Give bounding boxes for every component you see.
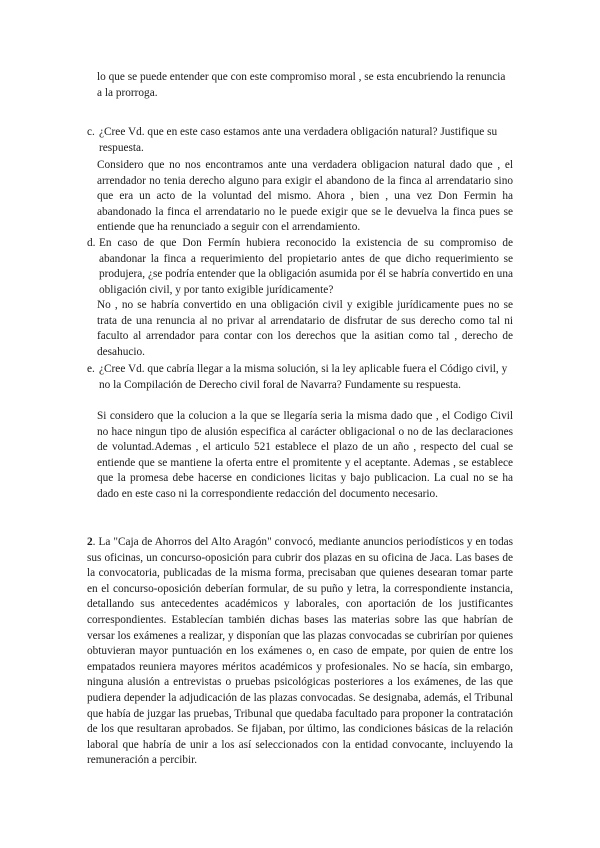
continuation-paragraph: lo que se puede entender que con este compromiso moral , se esta encubriendo la renuncia a la prorroga. [97,71,506,99]
case-2-paragraph [87,535,513,769]
question-d-text: En caso de que Don Fermín hubiera reconocido la existencia de su compromiso de abandonar la finca a requerimiento del propietario antes de que dicho requerimiento se produjera, ¿se podría entender que la obligación asumida por él se habría convertido en una obligación civil, y por tanto exigible jurídicamente? [99,237,513,296]
case-2-text: . La "Caja de Ahorros del Alto Aragón" convocó, mediante anuncios periodísticos y en todas sus oficinas, un concurso-oposición para cubrir dos plazas en su oficina de Jaca. Las bases de la convocatoria, publicadas de la misma forma, precisaban que quienes desearan tomar parte en el concurso-oposición deberían formular, de su puño y letra, la correspondiente instancia, detallando sus antecedentes académicos y laborales, con aportación de los justificantes correspondientes. Establecían también dichas bases las materias sobre las que habrían de versar los exámenes a realizar, y disponían que las plazas convocadas se cubrirían por quienes obtuvieran mayor puntuación en los exámenes o, en caso de empate, por quien de entre los empatados reuniera mayores méritos académicos y profesionales. No se hacía, sin embargo, ninguna alusión a entrevistas o pruebas psicológicas posteriores a los exámenes, de las que pudiera depender la adjudicación de las plazas convocadas. Se designaba, además, el Tribunal que había de juzgar las pruebas, Tribunal que quedaba facultado para proponer la contratación de los que resultaran aprobados. Se fijaban, por último, las condiciones básicas de la relación laboral que habría de unir a los así seleccionados con la entidad convocante, incluyendo la remuneración a percibir. [87,536,513,767]
question-e-marker: e. [87,363,95,375]
question-e-text: ¿Cree Vd. que cabría llegar a la misma solución, si la ley aplicable fuera el Código civil, y no la Compilación de Derecho civil foral de Navarra? Fundamente su respuesta. [99,363,508,391]
answer-d-text: No , no se habría convertido en una obligación civil y exigible jurídicamente pues no se trata de una renuncia al no privar al arrendatario de disfrutar de sus derecho como tal ni faculto al arrendador para contar con los derechos que la asitian como tal , derecho de desahucio. [97,299,513,358]
question-c-text: ¿Cree Vd. que en este caso estamos ante una verdadera obligación natural? Justifique su respuesta. [99,126,498,154]
case-2-number: 2 [87,536,93,548]
answer-e-text: Si considero que la colucion a la que se llegaría seria la misma dado que , el Codigo Civil no hace ningun tipo de alusión especifica al carácter obligacional o no de las declaraciones de voluntad.Ademas , el articulo 521 establece el plazo de un año , respecto del cual se entiende que se mantiene la oferta entre el promitente y el aceptante. Ademas , se establece que la promesa debe hacerse en condiciones licitas y bajo publicacion. La cual no se ha dado en este caso ni la correspondiente redacción del documento necesario. [97,410,513,500]
question-c-marker: c. [87,126,95,138]
answer-c-text: Considero que no nos encontramos ante una verdadera obligacion natural dado que , el arrendador no tenia derecho alguno para exigir el abandono de la finca al arrendatario sino que era un acto de la voluntad del mismo. Ahora , bien , una vez Don Fermin ha abandonado la finca el arrendatario no le puede exigir que se le devuelva la finca pues se entiende que ha renunciado a seguir con el arrendamiento. [97,159,513,234]
question-d-marker: d. [87,237,96,249]
